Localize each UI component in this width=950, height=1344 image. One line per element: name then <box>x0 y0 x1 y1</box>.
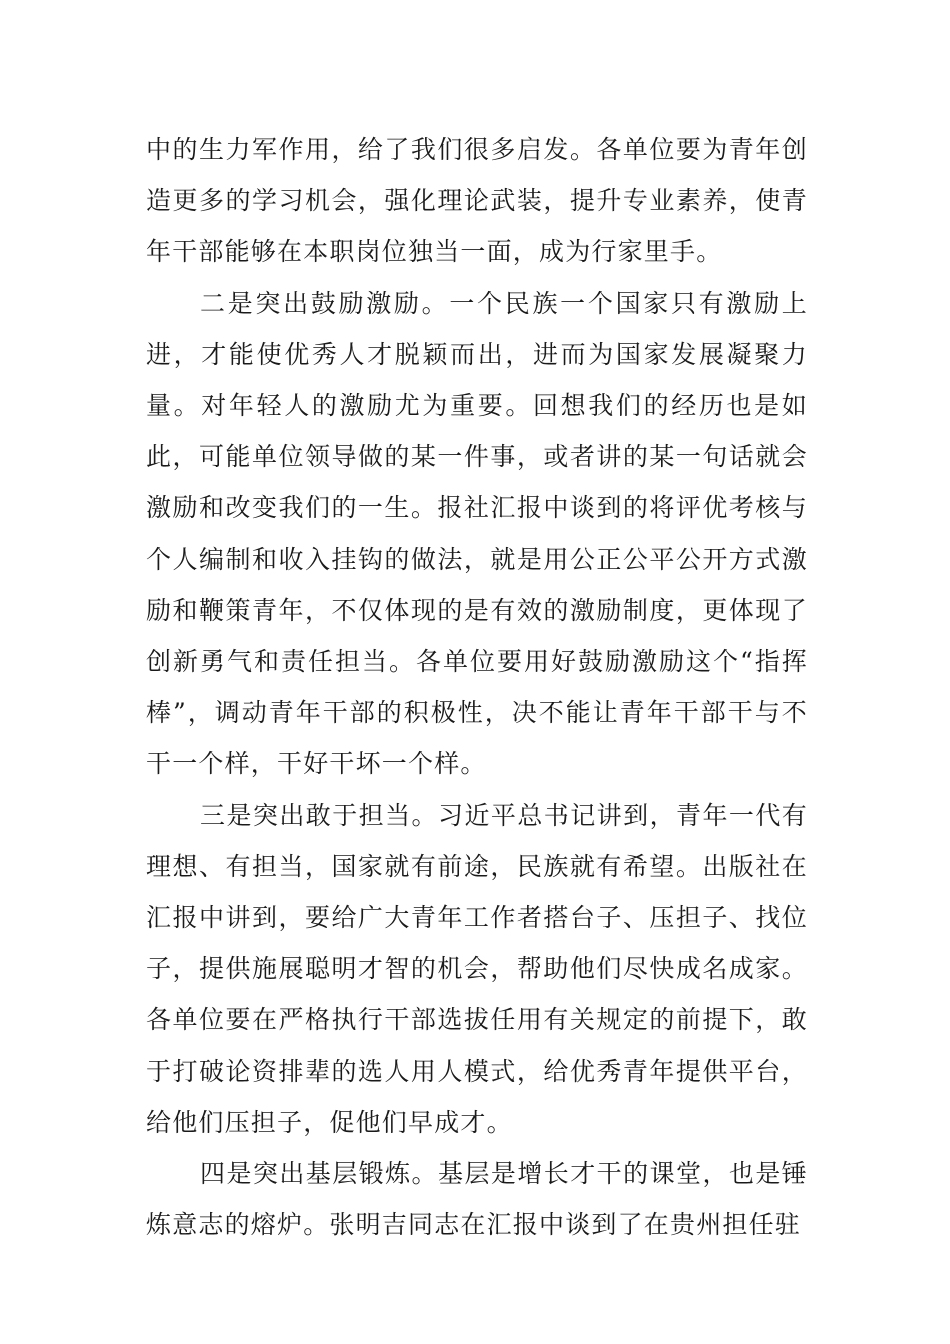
paragraph-continuation: 中的生力军作用，给了我们很多启发。各单位要为青年创造更多的学习机会，强化理论武装，提升专业素养，使青年干部能够在本职岗位独当一面，成为行家里手。 <box>146 135 808 267</box>
paragraph-grassroots: 四是突出基层锻炼。基层是增长才干的课堂，也是锤炼意志的熔炉。张明吉同志在汇报中谈到了在贵州担任驻 <box>146 1159 808 1240</box>
document-body <box>146 124 808 1250</box>
paragraph-responsibility: 三是突出敢于担当。习近平总书记讲到，青年一代有理想、有担当，国家就有前途，民族就有希望。出版社在汇报中讲到，要给广大青年工作者搭台子、压担子、找位子，提供施展聪明才智的机会，帮助他们尽快成名成家。各单位要在严格执行干部选拔任用有关规定的前提下，敢于打破论资排辈的选人用人模式，给优秀青年提供平台，给他们压担子，促他们早成才。 <box>146 800 808 1137</box>
paragraph-encouragement: 二是突出鼓励激励。一个民族一个国家只有激励上进，才能使优秀人才脱颖而出，进而为国家发展凝聚力量。对年轻人的激励尤为重要。回想我们的经历也是如此，可能单位领导做的某一件事，或者讲的某一句话就会激励和改变我们的一生。报社汇报中谈到的将评优考核与个人编制和收入挂钩的做法，就是用公正公平公开方式激励和鞭策青年，不仅体现的是有效的激励制度，更体现了创新勇气和责任担当。各单位要用好鼓励激励这个“指挥棒”，调动青年干部的积极性，决不能让青年干部干与不干一个样，干好干坏一个样。 <box>146 288 808 779</box>
